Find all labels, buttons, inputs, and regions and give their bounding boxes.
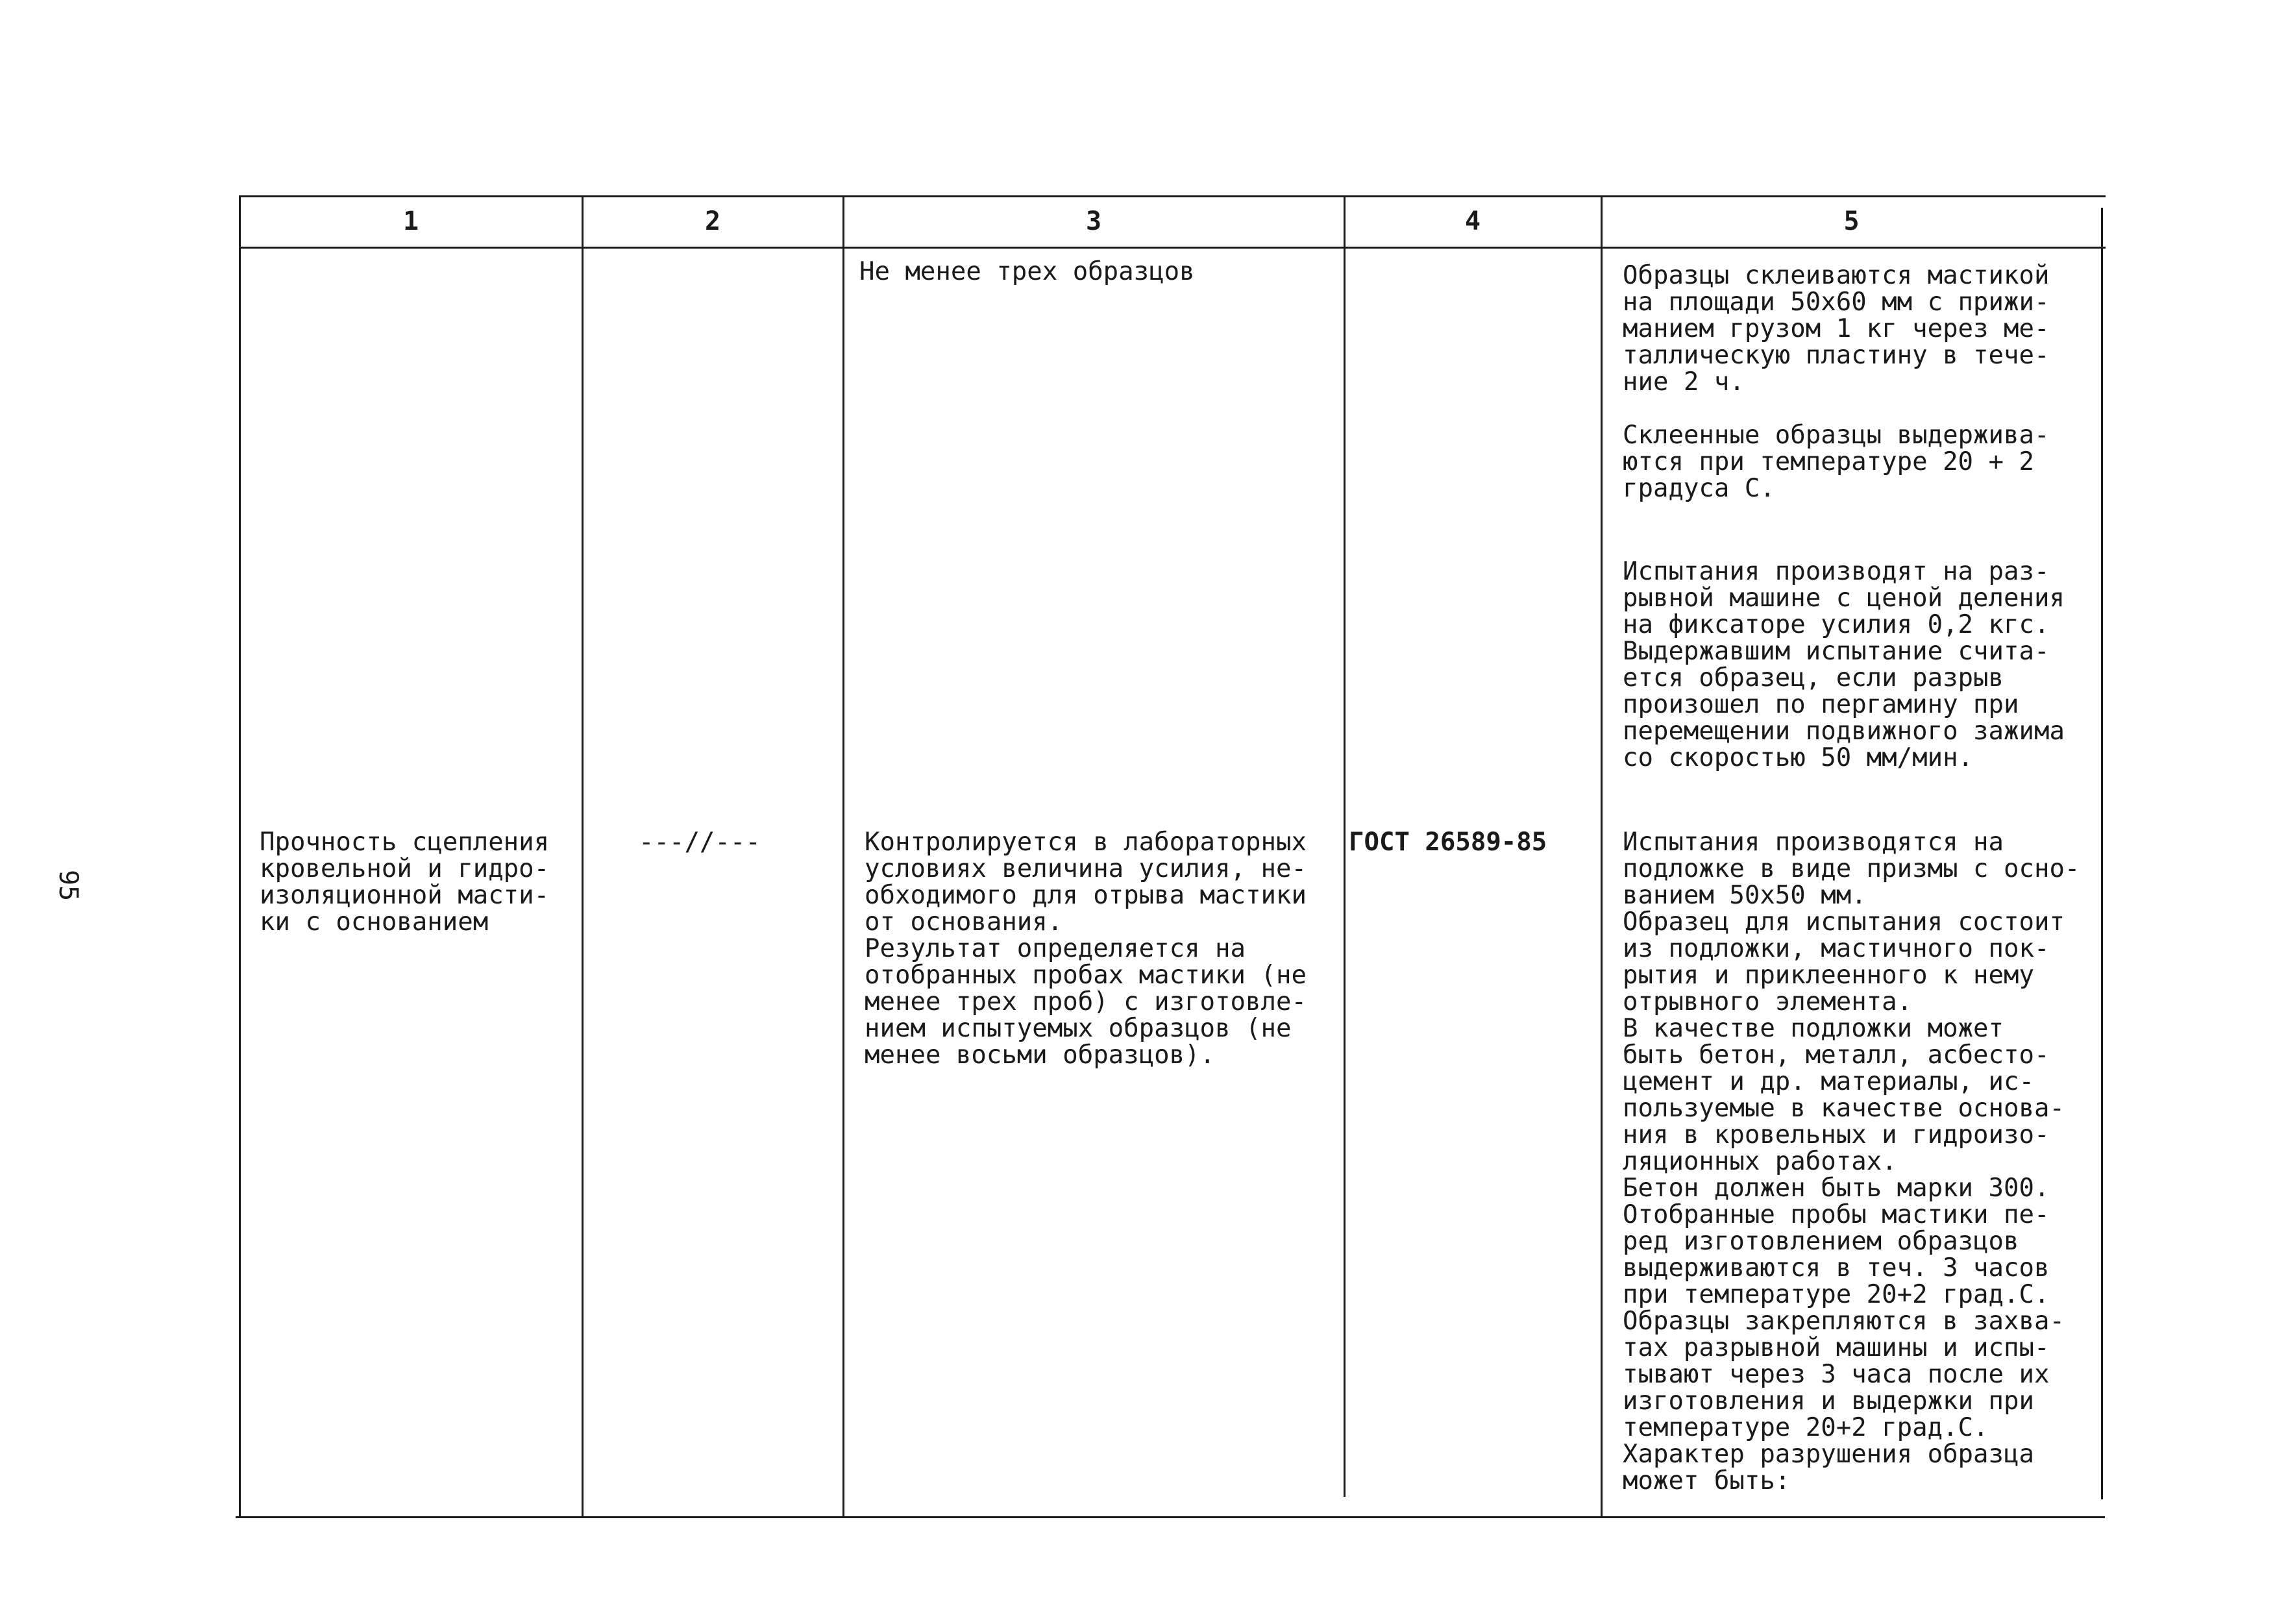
column-divider-1 [582, 195, 584, 1518]
table-header-separator [240, 247, 2106, 249]
row-top-col5-paragraph-3: Испытания производят на раз- рывной машине с ценой деления на фиксаторе усилия 0,2 кгс. Выдержавшим испытание счита- ется образец, если разрыв произошел по пергамину при перемещении подвижного зажима со скоростью 50 мм/мин. [1623, 557, 2065, 772]
column-header-1: 1 [402, 206, 419, 236]
page-number: 95 [53, 870, 83, 902]
column-divider-4 [1601, 195, 1603, 1518]
row-main-col4-standard: ГОСТ 26589-85 [1349, 828, 1547, 857]
row-main-col2-ditto: ---//--- [639, 828, 761, 857]
row-main-col3-control: Контролируется в лабораторных условиях величина усилия, не- обходимого для отрыва мастики от основания. Результат определяется на отобранных пробах мастики (не менее трех проб) с изготовле- нием испытуемых образцов (не менее восьми образцов). [865, 828, 1307, 1070]
row-main-col5-method: Испытания производятся на подложке в виде призмы с осно- ванием 50х50 мм. Образец для испытания состоит из подложки, мастичного пок- рытия и приклеенного к нему отрывного элемента. В качестве подложки может быть бетон, металл, асбесто- цемент и др. материалы, ис- пользуемые в качестве основа- ния в кровельных и гидроизо- ляционных работах. Бетон должен быть марки 300. Отобранные пробы мастики пе- ред изготовлением образцов выдерживаются в теч. 3 часов при температуре 20+2 град.С. Образцы закрепляются в захва- тах разрывной машины и испы- тывают через 3 часа после их изготовления и выдержки при температуре 20+2 град.С. Характер разрушения образца может быть: [1623, 828, 2080, 1495]
column-header-4: 4 [1464, 206, 1481, 236]
row-top-col3-text: Не менее трех образцов [859, 257, 1195, 286]
table-bottom-border [236, 1516, 2105, 1518]
table-right-border [2101, 208, 2103, 1499]
column-divider-3 [1344, 195, 1346, 1497]
column-header-2: 2 [704, 206, 721, 236]
column-header-3: 3 [1085, 206, 1102, 236]
column-header-5: 5 [1843, 206, 1860, 236]
column-divider-2 [842, 195, 844, 1518]
row-main-col1-indicator: Прочность сцепления кровельной и гидро- изоляционной масти- ки с основанием [260, 828, 550, 937]
table-top-border [240, 195, 2106, 197]
row-top-col5-paragraph-1: Образцы склеиваются мастикой на площади 50х60 мм с прижи- манием грузом 1 кг через ме- таллическую пластину в тече- ние 2 ч. [1623, 261, 2050, 397]
row-top-col5-paragraph-2: Склеенные образцы выдержива- ются при температуре 20 + 2 градуса С. [1623, 421, 2050, 503]
table-left-border [239, 195, 241, 1518]
